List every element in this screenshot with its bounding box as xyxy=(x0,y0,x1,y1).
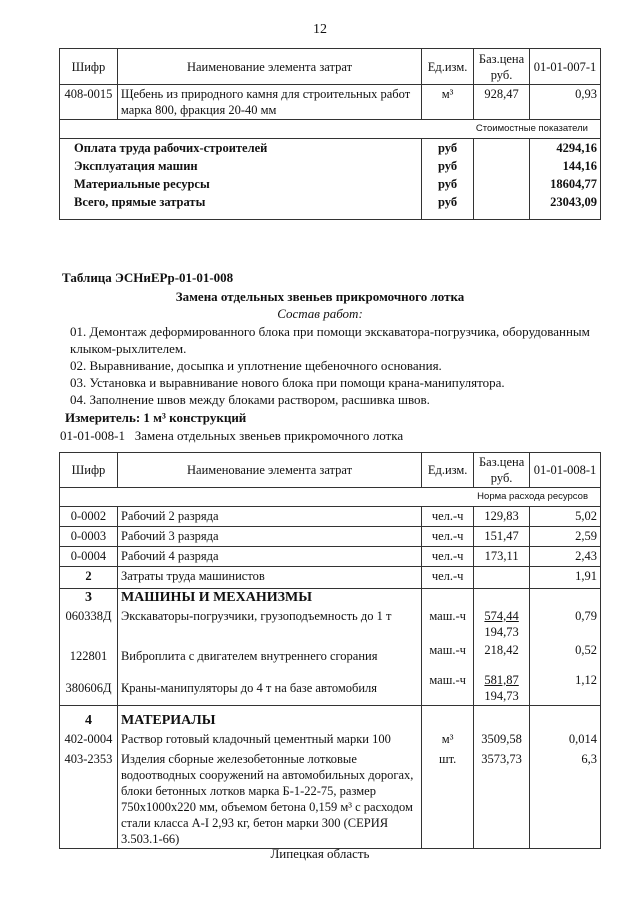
header-norm: 01-01-007-1 xyxy=(530,49,601,85)
cost-table-top xyxy=(59,48,601,220)
row-name: Краны-манипуляторы до 4 т на базе автомобиля xyxy=(117,671,421,706)
row-name: Раствор готовый кладочный цементный марки 100 xyxy=(117,730,421,750)
table-row xyxy=(60,641,601,671)
table-row xyxy=(60,607,601,641)
section-header-row xyxy=(60,589,601,608)
row-name: Рабочий 4 разряда xyxy=(117,547,421,567)
header-price: Баз.цена руб. xyxy=(474,453,530,488)
row-name: Затраты труда машинистов xyxy=(117,567,421,589)
row-code: 122801 xyxy=(60,641,118,671)
row-price xyxy=(474,671,530,706)
section-code: 4 xyxy=(60,706,118,730)
summary-value: 144,16 xyxy=(530,157,601,175)
row-name: Изделия сборные железобетонные лотковые водоотводных сооружений на автомобильных дорогах, блоки бетонных лотков марка Б-1-22-75, размер 750х1000х220 мм, объемом бетона 0,159 м³ с расходом стали класса А-I 2,93 кг, бетон марки 300 (СЕРИЯ 3.503.1-66) xyxy=(117,750,421,849)
row-code: 0-0002 xyxy=(60,507,118,527)
price-secondary: 194,73 xyxy=(484,689,519,703)
table-row xyxy=(60,527,601,547)
section-header-row xyxy=(60,706,601,730)
section-title: МАТЕРИАЛЫ xyxy=(117,706,421,730)
summary-unit: руб xyxy=(422,175,474,193)
summary-value: 23043,09 xyxy=(530,193,601,219)
row-price: 928,47 xyxy=(474,85,530,120)
composition-label: Состав работ: xyxy=(277,306,363,321)
row-price: 3573,73 xyxy=(474,750,530,849)
summary-unit: руб xyxy=(422,139,474,158)
table-row xyxy=(60,671,601,706)
norm-name: Замена отдельных звеньев прикромочного лотка xyxy=(134,428,404,443)
resource-table xyxy=(59,452,601,849)
row-name: Рабочий 2 разряда xyxy=(117,507,421,527)
header-name: Наименование элемента затрат xyxy=(117,49,421,85)
row-unit: чел.-ч xyxy=(422,527,474,547)
summary-label-total: Всего, прямые затраты xyxy=(60,193,422,219)
row-price: 218,42 xyxy=(474,641,530,671)
summary-label-labor: Оплата труда рабочих-строителей xyxy=(60,139,422,158)
row-code: 402-0004 xyxy=(60,730,118,750)
summary-value: 18604,77 xyxy=(530,175,601,193)
page-number: 12 xyxy=(313,22,327,37)
row-unit: чел.-ч xyxy=(422,507,474,527)
work-step: 04. Заполнение швов между блоками раствором, расшивка швов. xyxy=(70,392,430,407)
subheader: Норма расхода ресурсов xyxy=(60,488,601,507)
row-price: 151,47 xyxy=(474,527,530,547)
table-row xyxy=(60,567,601,589)
header-unit: Ед.изм. xyxy=(422,49,474,85)
summary-label-materials: Материальные ресурсы xyxy=(60,175,422,193)
row-value: 1,12 xyxy=(530,671,601,706)
row-unit: шт. xyxy=(422,750,474,849)
row-value: 2,59 xyxy=(530,527,601,547)
measure-unit: Измеритель: 1 м³ конструкций xyxy=(65,410,247,425)
row-unit: чел.-ч xyxy=(422,567,474,589)
summary-unit: руб xyxy=(422,157,474,175)
row-unit: маш.-ч xyxy=(422,607,474,641)
price-main: 581,87 xyxy=(484,673,519,687)
row-price: 129,83 xyxy=(474,507,530,527)
table-row xyxy=(60,507,601,527)
header-unit: Ед.изм. xyxy=(422,453,474,488)
summary-value: 4294,16 xyxy=(530,139,601,158)
header-code: Шифр xyxy=(60,453,118,488)
row-code: 0-0003 xyxy=(60,527,118,547)
work-step: 01. Демонтаж деформированного блока при помощи экскаватора-погрузчика, оборудованным клыком-рыхлителем. xyxy=(70,324,590,356)
header-code: Шифр xyxy=(60,49,118,85)
row-code: 0-0004 xyxy=(60,547,118,567)
row-value: 0,014 xyxy=(530,730,601,750)
row-value: 2,43 xyxy=(530,547,601,567)
norm-code: 01-01-008-1 xyxy=(60,428,125,443)
table-row xyxy=(60,85,601,120)
row-name: Экскаваторы-погрузчики, грузоподъемность до 1 т xyxy=(117,607,421,641)
row-code: 403-2353 xyxy=(60,750,118,849)
section-code: 3 xyxy=(60,589,118,608)
table-title: Таблица ЭСНиЕРр-01-01-008 xyxy=(62,270,234,285)
row-code: 060338Д xyxy=(60,607,118,641)
row-value: 0,93 xyxy=(530,85,601,120)
row-value: 1,91 xyxy=(530,567,601,589)
row-code: 2 xyxy=(60,567,118,589)
work-step: 03. Установка и выравнивание нового блока при помощи крана-манипулятора. xyxy=(70,375,505,390)
subheader: Стоимостные показатели xyxy=(60,120,601,139)
row-value: 0,79 xyxy=(530,607,601,641)
row-unit: м³ xyxy=(422,730,474,750)
row-price: 173,11 xyxy=(474,547,530,567)
header-norm: 01-01-008-1 xyxy=(530,453,601,488)
row-name: Щебень из природного камня для строительных работ марка 800, фракция 20-40 мм xyxy=(117,85,421,120)
footer-region: Липецкая область xyxy=(270,846,370,861)
row-unit: чел.-ч xyxy=(422,547,474,567)
row-price: 3509,58 xyxy=(474,730,530,750)
header-name: Наименование элемента затрат xyxy=(117,453,421,488)
row-code: 408-0015 xyxy=(60,85,118,120)
table-row xyxy=(60,730,601,750)
summary-unit: руб xyxy=(422,193,474,219)
row-unit: м³ xyxy=(422,85,474,120)
row-value: 5,02 xyxy=(530,507,601,527)
header-price: Баз.цена руб. xyxy=(474,49,530,85)
price-main: 574,44 xyxy=(484,609,519,623)
row-value: 0,52 xyxy=(530,641,601,671)
work-step: 02. Выравнивание, досыпка и уплотнение щебеночного основания. xyxy=(70,358,442,373)
row-unit: маш.-ч xyxy=(422,641,474,671)
summary-label-machines: Эксплуатация машин xyxy=(60,157,422,175)
price-secondary: 194,73 xyxy=(484,625,519,639)
row-code: 380606Д xyxy=(60,671,118,706)
row-name: Рабочий 3 разряда xyxy=(117,527,421,547)
norm-caption xyxy=(60,428,403,444)
work-title: Замена отдельных звеньев прикромочного лотка xyxy=(175,289,465,304)
section-title: МАШИНЫ И МЕХАНИЗМЫ xyxy=(117,589,421,608)
row-unit: маш.-ч xyxy=(422,671,474,706)
table-row xyxy=(60,750,601,849)
table-row xyxy=(60,547,601,567)
row-name: Виброплита с двигателем внутреннего сгорания xyxy=(117,641,421,671)
row-price xyxy=(474,607,530,641)
row-value: 6,3 xyxy=(530,750,601,849)
